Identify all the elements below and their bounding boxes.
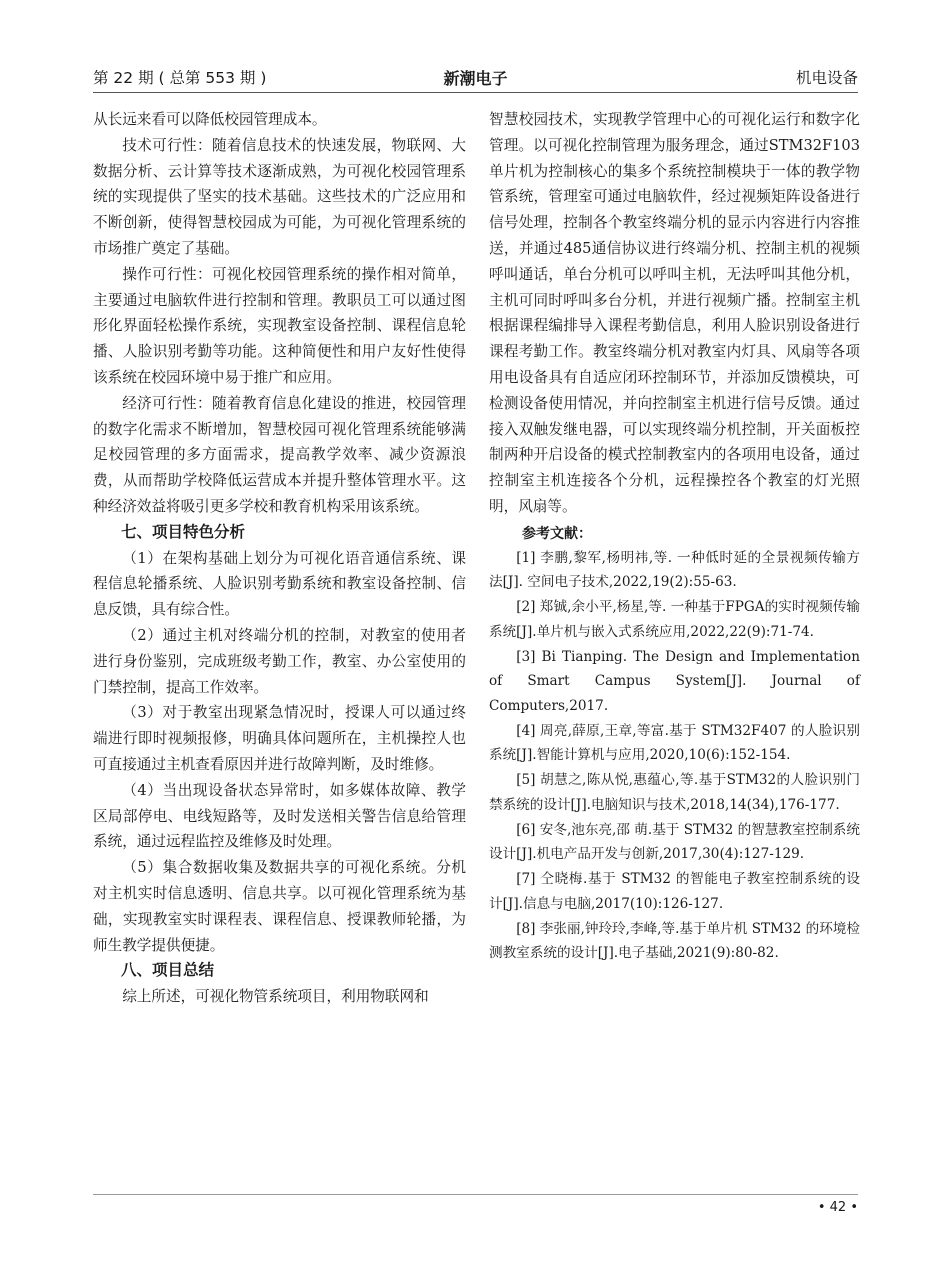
reference-item: [8] 李张丽,钟玲玲,李峰,等.基于单片机 STM32 的环境检测教室系统的设计[J].电子基础,2021(9):80-82. — [489, 920, 860, 962]
header-divider — [93, 92, 858, 93]
paragraph-operational-feasibility: 操作可行性：可视化校园管理系统的操作相对简单，主要通过电脑软件进行控制和管理。教职员工可以通过图形化界面轻松操作系统，实现教室设备控制、课程信息轮播、人脸识别考勤等功能。这种简便性和用户友好性使得该系统在校园环境中易于推广和应用。 — [93, 265, 466, 386]
paragraph-summary: 综上所述，可视化物管系统项目，利用物联网和 — [122, 988, 429, 1006]
reference-item: [6] 安冬,池东亮,邵 萌.基于 STM32 的智慧教室控制系统设计[J].机电产品开发与创新,2017,30(4):127-129. — [489, 821, 860, 863]
paragraph-summary-continued: 智慧校园技术，实现教学管理中心的可视化运行和数字化管理。以可视化控制管理为服务理念，通过STM32F103单片机为控制核心的集多个系统控制模块于一体的教学物管系统，管理室可通过电脑软件，经过视频矩阵设备进行信号处理，控制各个教室终端分机的显示内容进行内容推送，并通过485通信协议进行终端分机、控制主机的视频呼叫通话，单台分机可以呼叫主机，无法呼叫其他分机，主机可同时呼叫多台分机，并进行视频广播。控制室主机根据课程编排导入课程考勤信息，利用人脸识别设备进行课程考勤工作。教室终端分机对教室内灯具、风扇等各项用电设备具有自适应闭环控制环节，并添加反馈模块，可检测设备使用情况，并向控制室主机进行信号反馈。通过接入双触发继电器，可以实现终端分机控制，开关面板控制两种开启设备的模式控制教室内的各项用电设备，通过控制室主机连接各个分机，远程操控各个教室的灯光照明，风扇等。 — [489, 111, 860, 515]
references-heading: 参考文献： — [522, 525, 592, 542]
footer-divider — [93, 1194, 858, 1195]
feature-item-1: （1）在架构基础上划分为可视化语音通信系统、课程信息轮播系统、人脸识别考勤系统和教室设备控制、信息反馈，具有综合性。 — [93, 549, 466, 619]
paragraph-technical-feasibility: 技术可行性：随着信息技术的快速发展，物联网、大数据分析、云计算等技术逐渐成熟，为可视化校园管理系统的实现提供了坚实的技术基础。这些技术的广泛应用和不断创新，使得智慧校园成为可能，为可视化管理系统的市场推广奠定了基础。 — [93, 136, 466, 257]
right-column — [489, 107, 860, 966]
feature-item-4: （4）当出现设备状态异常时，如多媒体故障、教学区局部停电、电线短路等，及时发送相关警告信息给管理系统，通过远程监控及维修及时处理。 — [93, 781, 466, 851]
reference-item: [2] 郑铖,余小平,杨星,等. 一种基于FPGA的实时视频传输系统[J].单片机与嵌入式系统应用,2022,22(9):71-74. — [489, 599, 860, 640]
feature-item-5: （5）集合数据收集及数据共享的可视化系统。分机对主机实时信息透明、信息共享。以可视化管理系统为基础，实现教室实时课程表、课程信息、授课教师轮播，为师生教学提供便捷。 — [93, 859, 466, 954]
reference-item: [3] Bi Tianping. The Design and Implementation of Smart Campus System[J]. Journal of Computers,2017. — [489, 648, 860, 714]
section-title: 机电设备 — [795, 69, 858, 87]
reference-item: [4] 周亮,薛原,王章,等富.基于 STM32F407 的人脸识别系统[J].智能计算机与应用,2020,10(6):152-154. — [489, 722, 860, 764]
left-column — [93, 107, 466, 1010]
reference-item: [5] 胡慧之,陈从悦,惠蕴心,等.基于STM32的人脸识别门禁系统的设计[J].电脑知识与技术,2018,14(34),176-177. — [489, 772, 860, 813]
issue-info: 第 22 期 ( 总第 553 期 ) — [93, 69, 267, 87]
section-heading-features: 七、项目特色分析 — [121, 522, 246, 541]
section-heading-summary: 八、项目总结 — [121, 961, 215, 980]
page-number: • 42 • — [817, 1200, 858, 1215]
feature-item-2: （2）通过主机对终端分机的控制，对教室的使用者进行身份鉴别，完成班级考勤工作，教室、办公室使用的门禁控制，提高工作效率。 — [93, 626, 466, 696]
paragraph-economic-feasibility: 经济可行性：随着教育信息化建设的推进，校园管理的数字化需求不断增加，智慧校园可视化管理系统能够满足校园管理的多方面需求，提高教学效率、减少资源浪费，从而帮助学校降低运营成本并提升整体管理水平。这种经济效益将吸引更多学校和教育机构采用该系统。 — [93, 394, 466, 515]
page-header — [93, 62, 858, 90]
paragraph: 从长远来看可以降低校园管理成本。 — [93, 111, 327, 128]
reference-item: [1] 李鹏,黎军,杨明祎,等. 一种低时延的全景视频传输方法[J]. 空间电子技术,2022,19(2):55-63. — [489, 549, 860, 591]
reference-item: [7] 仝晓梅.基于 STM32 的智能电子教室控制系统的设计[J].信息与电脑,2017(10):126-127. — [489, 871, 860, 912]
journal-title: 新潮电子 — [443, 69, 508, 88]
feature-item-3: （3）对于教室出现紧急情况时，授课人可以通过终端进行即时视频报修，明确具体问题所在，主机操控人也可直接通过主机查看原因并进行故障判断，及时维修。 — [93, 704, 466, 773]
